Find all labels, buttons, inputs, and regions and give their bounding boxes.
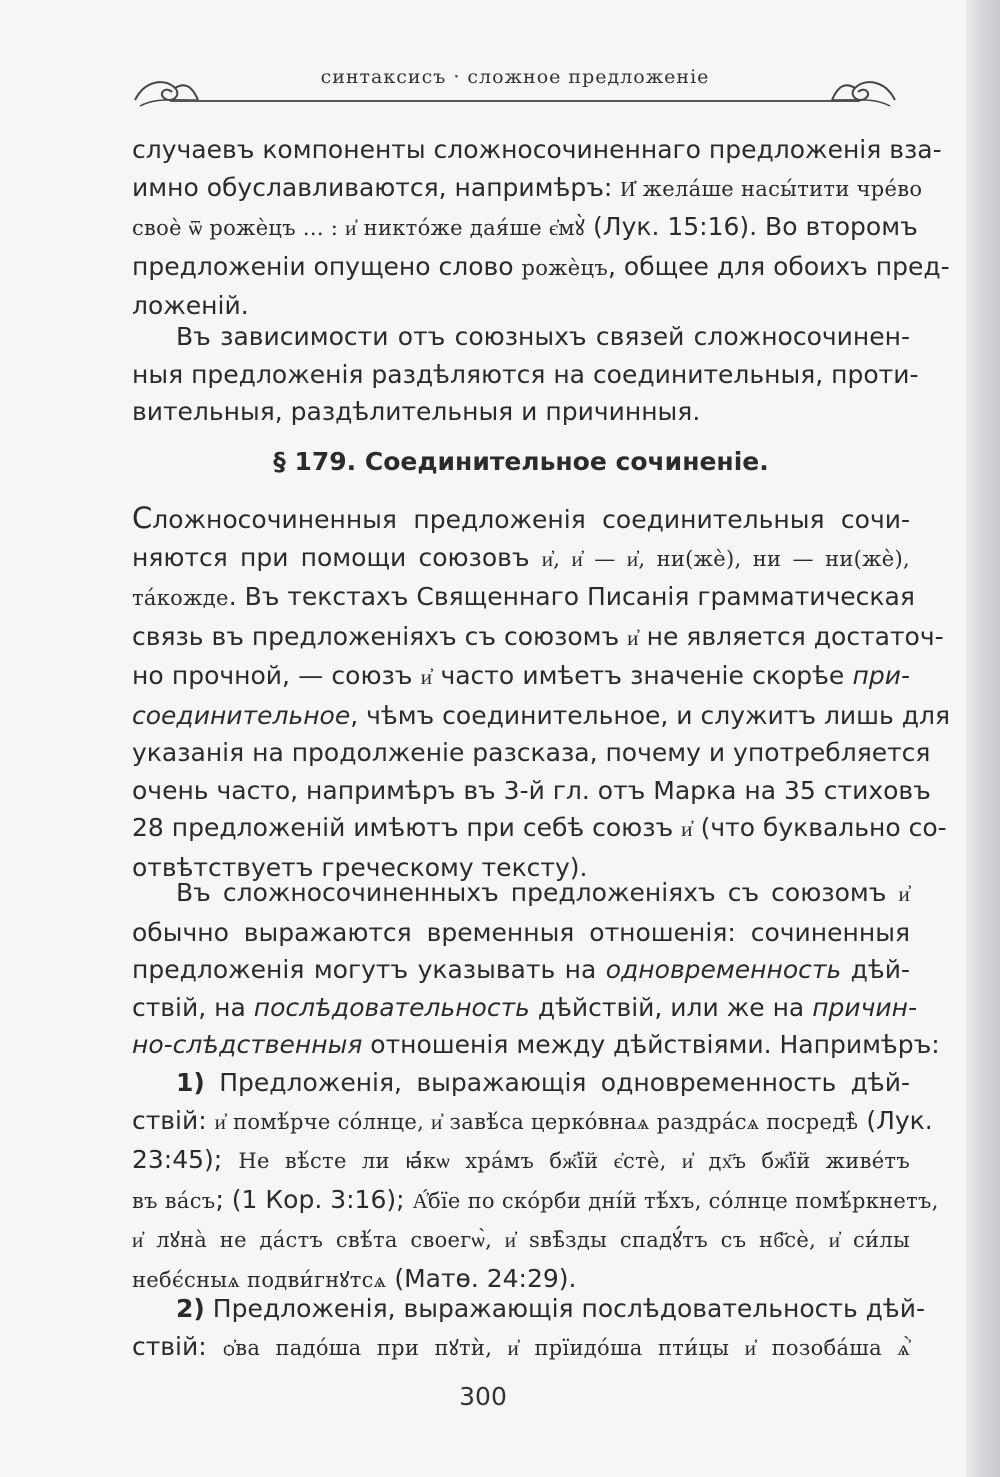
text-line bbox=[132, 356, 919, 394]
drop-cap: С bbox=[132, 501, 153, 535]
text-run: дѣйствій, или же на bbox=[529, 992, 813, 1022]
example-item-1 bbox=[132, 1064, 939, 1299]
text-line bbox=[132, 1220, 910, 1260]
text-line bbox=[132, 1026, 940, 1064]
text-line bbox=[132, 248, 950, 288]
text-run: 28 предложеній имѣютъ при себѣ союзъ bbox=[132, 813, 682, 842]
text-run: (Матѳ. 24:29). bbox=[386, 1263, 577, 1293]
text-run: отвѣтствуетъ греческому тексту). bbox=[132, 852, 588, 882]
text-run: ложеній. bbox=[132, 291, 249, 320]
text-line bbox=[132, 951, 910, 989]
text-line bbox=[132, 1181, 939, 1221]
paragraph-2 bbox=[132, 318, 919, 431]
text-run: ; (1 Кор. 3:16); bbox=[215, 1184, 413, 1214]
text-run: ствій: bbox=[132, 1331, 224, 1361]
ornament-right-icon bbox=[830, 70, 900, 110]
text-run: ныя предложенія раздѣляются на соединительныя, проти- bbox=[132, 359, 919, 389]
text-run: предложенія могутъ указывать на bbox=[132, 955, 606, 984]
text-run: ствій: bbox=[132, 1105, 215, 1135]
church-slavonic-quote: и҆ помѣ́рче со́лнце, и҆ завѣ́са церко́внаѧ раздра́сѧ посредѣ̀ bbox=[214, 1109, 859, 1134]
text-run: очень часто, напримѣръ въ 3-й гл. отъ Марка на 35 стиховъ bbox=[132, 775, 931, 805]
church-slavonic-quote: Не вѣ́сте ли ꙗ҆́кѡ хра́мъ бж҃їй є҆стѐ, и҆ дх҃ъ бж҃їй живе́тъ bbox=[238, 1149, 911, 1173]
text-line bbox=[132, 697, 951, 735]
text-line bbox=[132, 1328, 910, 1368]
text-run: (Лук. bbox=[858, 1105, 933, 1135]
text-line bbox=[132, 734, 931, 772]
church-slavonic-quote: небє́сныѧ подви́гнꙋтсѧ bbox=[132, 1267, 387, 1292]
text-line bbox=[132, 989, 918, 1027]
church-slavonic-quote: своѐ ѿ рожѐцъ ... : и҆ никто́же дая́ше є҆мꙋ̀ bbox=[132, 216, 586, 240]
text-run: 23:45); bbox=[132, 1145, 239, 1174]
text-run: отношенія между дѣйствіями. Напримѣръ: bbox=[362, 1030, 940, 1059]
text-run: вительныя, раздѣлительныя и причинныя. bbox=[132, 397, 701, 426]
text-line bbox=[132, 618, 944, 658]
text-run: Въ зависимости отъ союзныхъ связей сложносочинен- bbox=[176, 322, 910, 351]
church-slavonic-word: рожѐцъ bbox=[521, 255, 608, 280]
text-run: дѣй- bbox=[841, 955, 910, 984]
running-header bbox=[130, 60, 900, 120]
church-slavonic-quote: И҆ жела́ше насы́тити чре́во bbox=[620, 176, 923, 201]
text-line bbox=[132, 318, 910, 356]
text-run: связь въ предложеніяхъ съ союзомъ bbox=[132, 621, 628, 651]
text-run: предложеніи опущено слово bbox=[132, 251, 522, 281]
example-item-2 bbox=[132, 1290, 925, 1367]
italic-term: одновременность bbox=[605, 955, 842, 984]
church-slavonic-quote: и҆, и҆ — и҆, ни(жѐ), ни — ни(жѐ), bbox=[541, 546, 910, 571]
text-line bbox=[132, 914, 910, 952]
church-slavonic-quote: и҆ лꙋна̀ не да́стъ свѣ́та своегѡ̀, и҆ ѕвѣ̑зды спадꙋ́тъ съ нб҃сѐ, и҆ си́лы bbox=[132, 1228, 910, 1252]
text-run: (что буквально со- bbox=[692, 813, 947, 842]
italic-term: послѣдовательность bbox=[253, 992, 530, 1022]
text-run: ствій, на bbox=[132, 992, 254, 1022]
page-edge bbox=[966, 0, 1000, 1477]
text-run: , общее для обоихъ пред- bbox=[608, 251, 950, 281]
text-run: случаевъ компоненты сложносочиненнаго предложенія вза- bbox=[132, 135, 942, 164]
text-run: няются при помощи союзовъ bbox=[132, 542, 542, 572]
church-slavonic-word: и҆ bbox=[420, 665, 433, 689]
italic-term: причин- bbox=[812, 992, 918, 1022]
church-slavonic-quote: А҆́бїе по ско́рби дні́й тѣ́хъ, со́лнце помѣ́ркнетъ, bbox=[412, 1188, 939, 1213]
italic-term: но-слѣдственныя bbox=[132, 1030, 363, 1059]
text-run: (Лук. 15:16). Во второмъ bbox=[585, 212, 918, 241]
church-slavonic-quote: въ ва́съ bbox=[132, 1188, 216, 1213]
text-line bbox=[132, 772, 931, 810]
paragraph-3 bbox=[132, 500, 951, 886]
text-line bbox=[132, 1290, 925, 1328]
item-number: 2) bbox=[176, 1294, 205, 1323]
text-line bbox=[132, 539, 910, 579]
text-run: часто имѣетъ значеніе скорѣе bbox=[432, 661, 853, 690]
text-line bbox=[132, 809, 947, 849]
italic-term: при- bbox=[852, 661, 910, 690]
text-run: указанія на продолженіе разсказа, почему и употребляется bbox=[132, 738, 931, 767]
text-line bbox=[132, 657, 910, 697]
text-run: Въ сложносочиненныхъ предложеніяхъ съ союзомъ bbox=[176, 878, 899, 907]
text-line bbox=[132, 500, 910, 539]
text-run: , чѣмъ соединительное, и служитъ лишь для bbox=[350, 700, 951, 730]
church-slavonic-word: и҆ bbox=[681, 817, 693, 841]
italic-term: соединительное bbox=[132, 700, 351, 730]
text-run: Предложенія, выражающія послѣдовательность дѣй- bbox=[204, 1294, 925, 1323]
text-line bbox=[132, 1141, 910, 1181]
text-line bbox=[132, 874, 910, 914]
text-run: имно обуславливаются, напримѣръ: bbox=[132, 172, 621, 202]
text-line bbox=[132, 393, 910, 431]
text-line bbox=[132, 169, 923, 209]
text-run: не является достаточ- bbox=[638, 621, 944, 651]
church-slavonic-word: и҆ bbox=[898, 882, 910, 906]
text-line bbox=[132, 1102, 933, 1142]
text-run: обычно выражаются временныя отношенія: сочиненныя bbox=[132, 917, 910, 947]
church-slavonic-quote: ѻ҆ва падо́ша при пꙋтѝ, и҆ прїидо́ша пти́цы и҆ позоба́ша ѧ҆̀ bbox=[223, 1335, 911, 1360]
item-number: 1) bbox=[176, 1068, 205, 1097]
text-line bbox=[132, 208, 918, 248]
text-run: но прочной, — союзъ bbox=[132, 661, 421, 690]
header-rule bbox=[170, 100, 860, 102]
text-line bbox=[132, 1064, 910, 1102]
church-slavonic-word: та́кожде bbox=[132, 586, 229, 610]
text-run: . Въ текстахъ Священнаго Писанія грамматическая bbox=[228, 582, 915, 611]
text-line bbox=[132, 578, 915, 618]
text-run: ложносочиненныя предложенія соединительныя сочи- bbox=[152, 505, 910, 534]
paragraph-1 bbox=[132, 131, 950, 325]
header-title: синтаксисъ · сложное предложеніе bbox=[320, 66, 710, 88]
church-slavonic-word: и҆ bbox=[627, 625, 639, 650]
text-line bbox=[132, 131, 942, 169]
section-heading: § 179. Соединительное сочиненіе. bbox=[273, 447, 769, 476]
paragraph-4 bbox=[132, 874, 940, 1064]
page-number: 300 bbox=[459, 1382, 507, 1411]
text-run: Предложенія, выражающія одновременность дѣй- bbox=[204, 1068, 910, 1097]
